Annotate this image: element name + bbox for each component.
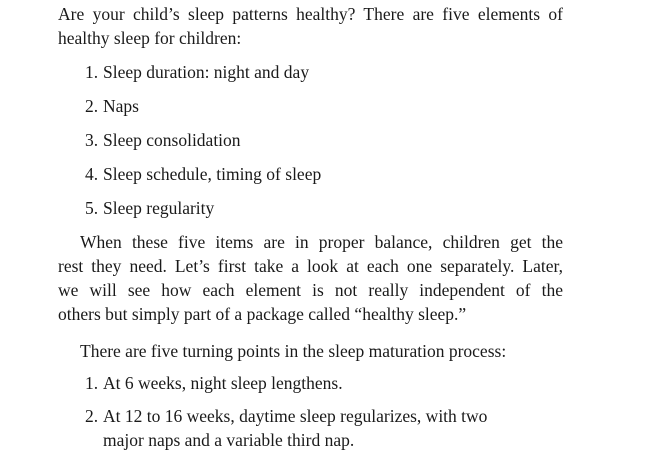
text-line: rest they need. Let’s first take a look at each one separately. Later, (58, 256, 563, 276)
text-line: When these five items are in proper balance, children get the (80, 232, 563, 252)
text-line: Are your child’s sleep patterns healthy? There are five elements of (58, 4, 563, 24)
list-text: Naps (103, 96, 139, 116)
list-text: Sleep consolidation (103, 130, 241, 150)
list-text-continuation: major naps and a variable third nap. (103, 430, 355, 450)
list-number: 5. (85, 198, 99, 218)
list-item (85, 62, 309, 82)
list-item (85, 164, 321, 184)
list-text: Sleep duration: night and day (103, 62, 310, 82)
list-number: 3. (85, 130, 99, 150)
list-item (85, 406, 487, 426)
text-line: we will see how each element is not really independent of the (58, 280, 563, 300)
list-text: At 6 weeks, night sleep lengthens. (103, 373, 343, 393)
list-number: 1. (85, 62, 99, 82)
text-line: There are five turning points in the sleep maturation process: (80, 341, 507, 361)
list-text: Sleep regularity (103, 198, 215, 218)
text-line: others but simply part of a package called “healthy sleep.” (58, 304, 467, 324)
list-item (85, 130, 241, 150)
list-number: 1. (85, 373, 99, 393)
list-text: At 12 to 16 weeks, daytime sleep regularizes, with two (103, 406, 488, 426)
list-item (85, 373, 343, 393)
list-text: Sleep schedule, timing of sleep (103, 164, 322, 184)
list-number: 4. (85, 164, 99, 184)
list-number: 2. (85, 406, 99, 426)
list-number: 2. (85, 96, 99, 116)
list-item (85, 96, 139, 116)
list-item (85, 198, 214, 218)
text-line: healthy sleep for children: (58, 28, 242, 48)
